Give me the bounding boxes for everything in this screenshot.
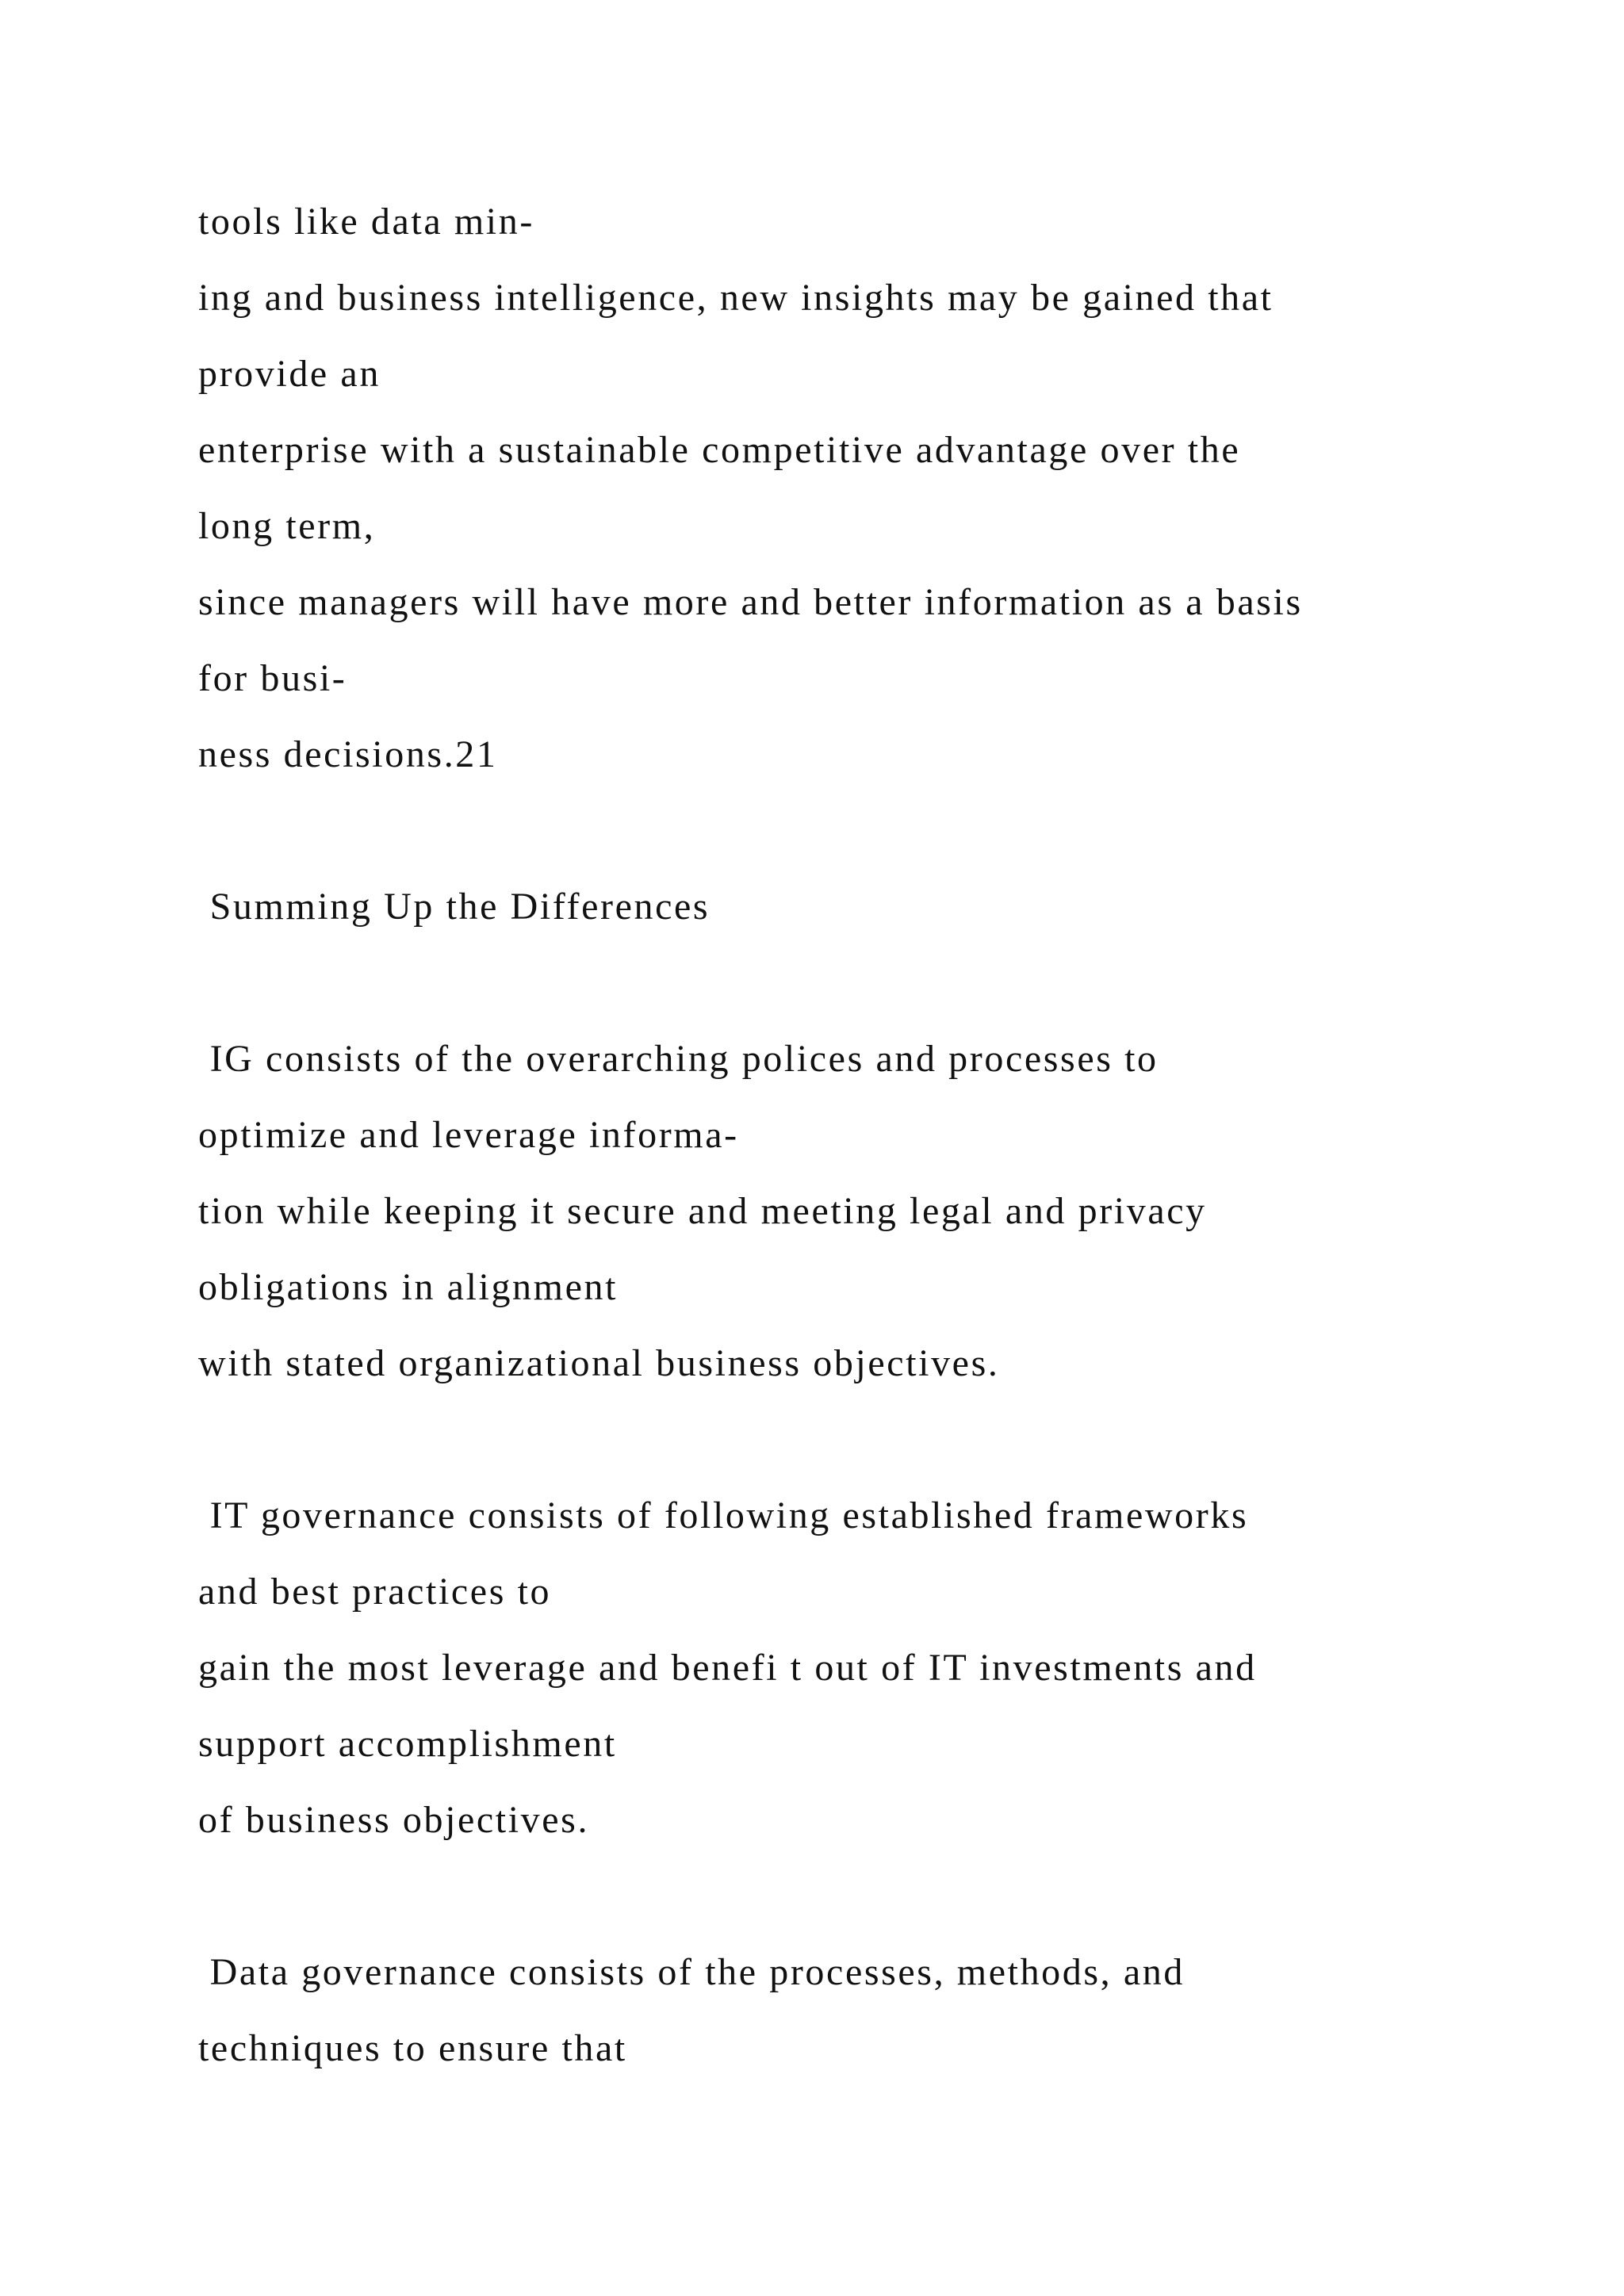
text-line: obligations in alignment <box>198 1266 619 1308</box>
text-line: ness decisions.21 <box>198 733 498 775</box>
text-line: tion while keeping it secure and meeting legal and privacy <box>198 1190 1207 1232</box>
text-line: optimize and leverage informa- <box>198 1114 739 1156</box>
text-line: for busi- <box>198 657 347 699</box>
text-line: long term, <box>198 505 376 547</box>
text-line: tools like data min- <box>198 201 534 243</box>
text-line: techniques to ensure that <box>198 2027 627 2069</box>
text-line: since managers will have more and better information as a basis <box>198 581 1303 623</box>
text-line: with stated organizational business objectives. <box>198 1342 1000 1384</box>
text-line: provide an <box>198 353 381 395</box>
text-line: enterprise with a sustainable competitive advantage over the <box>198 429 1241 471</box>
text-line: and best practices to <box>198 1571 552 1613</box>
text-line: Data governance consists of the processes, methods, and <box>198 1951 1185 1993</box>
text-line: support accomplishment <box>198 1723 617 1765</box>
text-line: IT governance consists of following established frameworks <box>198 1494 1249 1536</box>
text-line: ing and business intelligence, new insights may be gained that <box>198 277 1274 319</box>
text-line: IG consists of the overarching polices and processes to <box>198 1038 1159 1080</box>
section-heading: Summing Up the Differences <box>198 886 710 928</box>
text-line: gain the most leverage and benefi t out of IT investments and <box>198 1647 1257 1689</box>
text-line: of business objectives. <box>198 1799 590 1841</box>
